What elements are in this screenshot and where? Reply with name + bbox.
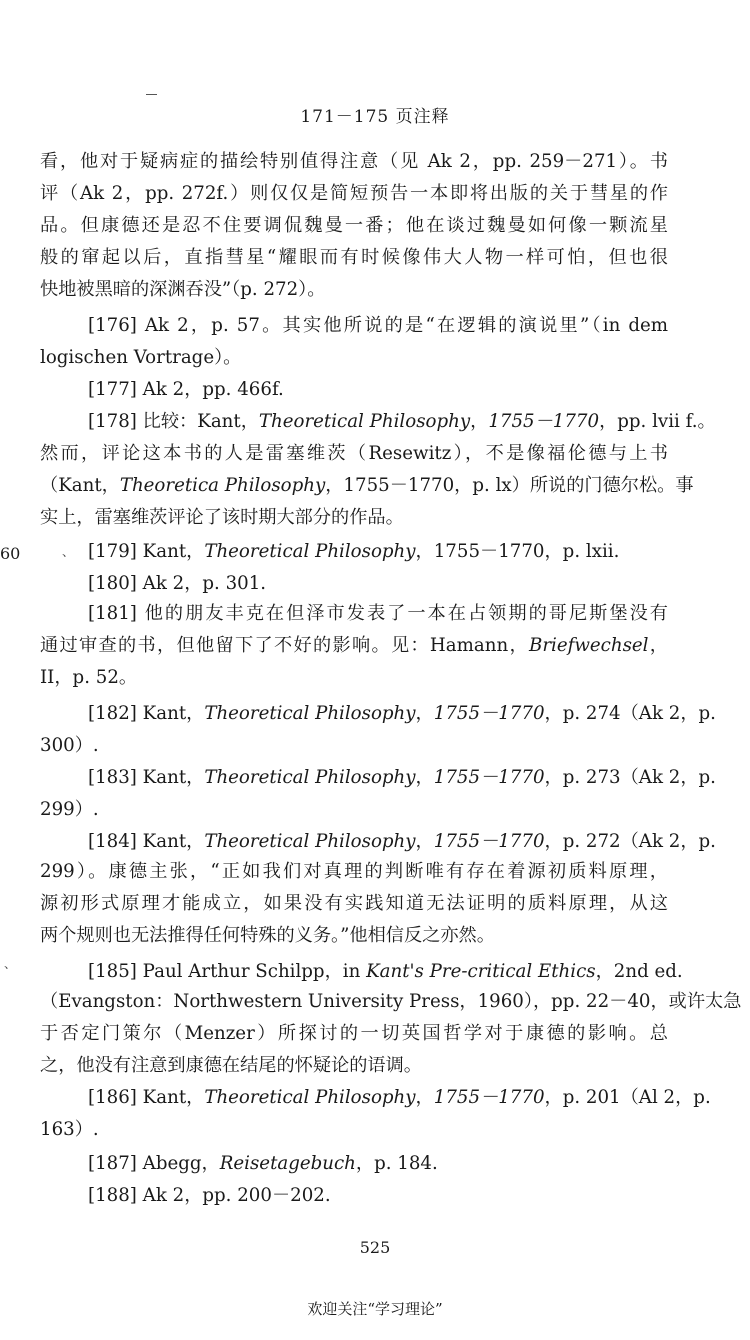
note-line xyxy=(88,1084,711,1112)
line-segment: ，1755－1770，p. lx）所说的门德尔松。事 xyxy=(325,475,694,496)
line-segment: ， xyxy=(470,411,489,432)
line-segment: ，1755－1770，p. lxii. xyxy=(415,541,620,562)
margin-page-number: 60 xyxy=(0,544,21,563)
line-segment: ，2nd ed. xyxy=(595,961,683,982)
line-segment: 通过审查的书，但他留下了不好的影响。见：Hamann， xyxy=(40,635,529,656)
line-segment: 300）. xyxy=(40,735,99,756)
italic-title: Theoretical Philosophy xyxy=(204,703,416,724)
note-line xyxy=(88,376,668,404)
line-segment: 于否定门策尔（Menzer）所探讨的一切英国哲学对于康德的影响。总 xyxy=(40,1023,668,1044)
text-line xyxy=(40,180,668,208)
italic-title: Theoretical Philosophy xyxy=(204,831,416,852)
text-line xyxy=(40,796,668,824)
line-segment: 之，他没有注意到康德在结尾的怀疑论的语调。 xyxy=(40,1055,422,1076)
italic-title: 1755－1770 xyxy=(433,703,545,724)
italic-title: Reisetagebuch xyxy=(219,1153,356,1174)
note-line xyxy=(88,538,668,566)
italic-title: Theoretical Philosophy xyxy=(258,411,471,432)
italic-title: Theoretica Philosophy xyxy=(119,475,326,496)
line-segment: [187] Abegg， xyxy=(88,1153,220,1174)
line-segment: [184] Kant， xyxy=(88,831,205,852)
text-line xyxy=(40,988,742,1016)
header-rule xyxy=(146,94,157,95)
line-segment: [188] Ak 2，pp. 200－202. xyxy=(88,1185,331,1206)
text-line xyxy=(40,664,668,692)
margin-mark: 、 xyxy=(4,957,17,971)
line-segment: [180] Ak 2，p. 301. xyxy=(88,573,267,594)
line-segment: ， xyxy=(415,767,434,788)
italic-title: Kant's Pre-critical Ethics xyxy=(366,961,596,982)
line-segment: [186] Kant， xyxy=(88,1087,205,1108)
line-segment: ，p. 274（Ak 2，p. xyxy=(544,703,716,724)
text-line xyxy=(40,504,668,532)
note-line xyxy=(88,600,668,628)
line-segment: ， xyxy=(415,703,434,724)
note-line xyxy=(88,570,668,598)
italic-title: Theoretical Philosophy xyxy=(204,1087,416,1108)
line-segment: [183] Kant， xyxy=(88,767,205,788)
footer-watermark: 欢迎关注“学习理论” xyxy=(307,1300,443,1318)
text-line xyxy=(40,1052,668,1080)
text-line xyxy=(40,858,668,886)
text-line xyxy=(40,344,668,372)
note-line xyxy=(88,1182,668,1210)
text-line xyxy=(40,732,668,760)
line-segment: ， xyxy=(648,635,668,656)
running-header: 171－175 页注释 xyxy=(300,107,450,127)
line-segment: 品。但康德还是忍不住要调侃魏曼一番；他在谈过魏曼如何像一颗流星 xyxy=(40,215,668,236)
italic-title: Theoretical Philosophy xyxy=(204,767,416,788)
text-line xyxy=(40,212,668,240)
margin-mark: 、 xyxy=(62,545,75,559)
line-segment: II，p. 52。 xyxy=(40,667,138,688)
italic-title: Theoretical Philosophy xyxy=(204,541,416,562)
line-segment: [178] 比较：Kant， xyxy=(88,411,259,432)
text-line xyxy=(40,1116,668,1144)
line-segment: ，pp. lvii f.。 xyxy=(599,411,716,432)
line-segment: 评（Ak 2，pp. 272f.）则仅仅是简短预告一本即将出版的关于彗星的作 xyxy=(40,183,668,204)
line-segment: ，p. 201（Al 2，p. xyxy=(544,1087,711,1108)
line-segment: [181] 他的朋友丰克在但泽市发表了一本在占领期的哥尼斯堡没有 xyxy=(88,603,668,624)
line-segment: ，p. 273（Ak 2，p. xyxy=(544,767,716,788)
line-segment: （Kant， xyxy=(40,475,120,496)
line-segment: （Evangston：Northwestern University Press，1960），pp. 22－40，或许太急 xyxy=(40,991,742,1012)
note-line xyxy=(88,828,716,856)
line-segment: [179] Kant， xyxy=(88,541,205,562)
text-line xyxy=(40,632,668,660)
line-segment: 299）. xyxy=(40,799,99,820)
note-line xyxy=(88,1150,668,1178)
italic-title: 1755－1770 xyxy=(433,1087,545,1108)
note-line xyxy=(88,408,716,436)
line-segment: 实上，雷塞维茨评论了该时期大部分的作品。 xyxy=(40,507,404,528)
line-segment: [176] Ak 2，p. 57。其实他所说的是“在逻辑的演说里”（in dem xyxy=(88,315,668,336)
line-segment: ， xyxy=(415,831,434,852)
italic-title: Briefwechsel xyxy=(528,635,649,656)
italic-title: 1755－1770 xyxy=(488,411,600,432)
line-segment: 然而，评论这本书的人是雷塞维茨（Resewitz），不是像福伦德与上书 xyxy=(40,443,668,464)
line-segment: [177] Ak 2，pp. 466f. xyxy=(88,379,284,400)
text-line xyxy=(40,276,668,304)
line-segment: [182] Kant， xyxy=(88,703,205,724)
line-segment: ，p. 272（Ak 2，p. xyxy=(544,831,716,852)
note-line xyxy=(88,764,716,792)
italic-title: 1755－1770 xyxy=(433,831,545,852)
line-segment: ，p. 184. xyxy=(355,1153,438,1174)
line-segment: 看，他对于疑病症的描绘特别值得注意（见 Ak 2，pp. 259－271）。书 xyxy=(40,151,668,172)
text-line xyxy=(40,148,668,176)
line-segment: 源初形式原理才能成立，如果没有实践知道无法证明的质料原理，从这 xyxy=(40,893,668,914)
line-segment: 般的窜起以后，直指彗星“耀眼而有时候像伟大人物一样可怕，但也很 xyxy=(40,247,668,268)
note-line xyxy=(88,700,716,728)
text-line xyxy=(40,890,668,918)
italic-title: 1755－1770 xyxy=(433,767,545,788)
text-line xyxy=(40,472,694,500)
line-segment: 163）. xyxy=(40,1119,99,1140)
note-line xyxy=(88,312,668,340)
line-segment: 299）。康德主张，“正如我们对真理的判断唯有存在着源初质料原理， xyxy=(40,861,668,882)
text-line xyxy=(40,922,668,950)
text-line xyxy=(40,244,668,272)
text-line xyxy=(40,1020,668,1048)
line-segment: [185] Paul Arthur Schilpp，in xyxy=(88,961,367,982)
text-line xyxy=(40,440,668,468)
line-segment: 两个规则也无法推得任何特殊的义务。”他相信反之亦然。 xyxy=(40,925,495,946)
note-line xyxy=(88,958,683,986)
line-segment: logischen Vortrage）。 xyxy=(40,347,242,368)
line-segment: 快地被黑暗的深渊吞没”（p. 272）。 xyxy=(40,279,326,300)
line-segment: ， xyxy=(415,1087,434,1108)
page-number: 525 xyxy=(359,1238,391,1257)
